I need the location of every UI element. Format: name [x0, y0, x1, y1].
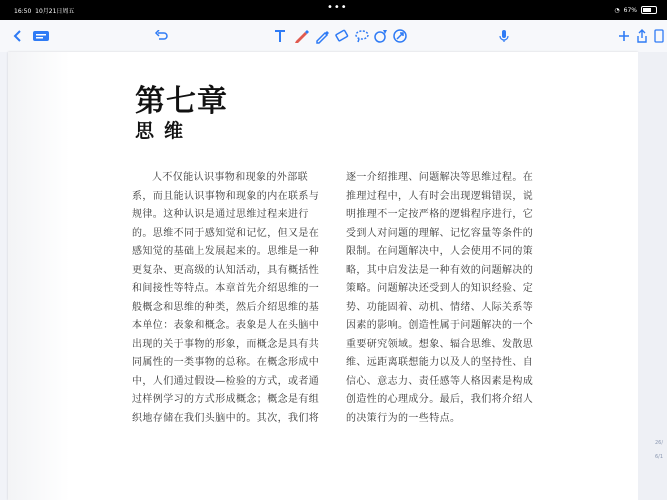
text-line: 系，而且能认识事物和现象的内在联系与	[132, 190, 320, 202]
chapter-subtitle: 思维	[135, 120, 194, 142]
library-icon[interactable]	[31, 27, 51, 45]
text-line: 策略。问题解决还受到人的知识经验、定	[346, 283, 534, 294]
undo-icon[interactable]	[153, 27, 169, 45]
multitask-dots-icon[interactable]: •••	[327, 2, 348, 13]
text-line: 般概念和思维的种类，然后介绍思维的基	[132, 301, 320, 313]
text-line: 推理过程中，人有时会出现逻辑错误，说	[346, 190, 534, 202]
share-icon[interactable]	[636, 27, 648, 45]
image-tool-icon[interactable]	[391, 27, 409, 45]
text-line: 因素的影响。创造性属于问题解决的一个	[346, 320, 534, 331]
text-line: 逐一介绍推理、问题解决等思维过程。在	[346, 172, 534, 183]
text-line: 同属性的一类事物的总称。在概念形成中	[132, 357, 320, 368]
text-line: 人不仅能认识事物和现象的外部联	[152, 172, 308, 183]
status-time: 16:50 10月21日周五	[14, 8, 75, 15]
text-column-left	[132, 169, 319, 428]
text-line: 织地存储在我们头脑中的。其次，我们将	[132, 412, 320, 424]
text-line: 创造性的心理成分。最后，我们将介绍人	[346, 394, 534, 405]
text-line: 限制。在问题解决中，人会使用不同的策	[346, 246, 534, 257]
status-indicators	[614, 6, 657, 14]
page-indicator-b: 6/1	[654, 454, 663, 460]
text-line: 和间接性等特点。本章首先介绍思维的一	[132, 283, 320, 294]
battery-icon	[641, 6, 657, 14]
text-line: 重要研究领域。想象、辐合思维、发散思	[346, 338, 534, 350]
plus-icon[interactable]	[617, 27, 631, 45]
lasso-icon[interactable]	[353, 27, 371, 45]
page-icon[interactable]	[653, 27, 665, 45]
battery-percent: 67%	[623, 6, 637, 14]
page-scan-margin	[8, 52, 70, 500]
text-line: 的。思维不同于感知觉和记忆，但又是在	[132, 227, 320, 239]
highlighter-icon[interactable]	[313, 27, 331, 45]
shape-icon[interactable]	[372, 27, 390, 45]
pen-icon[interactable]	[292, 27, 310, 45]
chapter-title: 第七章	[135, 84, 228, 119]
page-navigator[interactable]	[638, 52, 667, 500]
text-line: 过样例学习的方式形成概念；概念是有组	[132, 394, 320, 405]
status-date: 10月21日周五	[35, 8, 75, 15]
text-line: 出现的关于事物的形象，而概念是具有共	[132, 338, 320, 350]
text-column-right	[346, 169, 533, 428]
wifi-icon: ◔	[614, 6, 620, 14]
toolbar	[0, 20, 667, 53]
text-line: 更复杂、更高级的认知活动，具有概括性	[132, 264, 320, 276]
status-bar	[0, 0, 667, 20]
text-line: 的决策行为的一些特点。	[346, 412, 461, 424]
text-line: 规律。这种认识是通过思维过程来进行	[132, 209, 309, 220]
text-line: 信心、意志力、责任感等人格因素是构成	[346, 375, 534, 387]
text-line: 略，其中启发法是一种有效的问题解决的	[346, 264, 534, 276]
microphone-icon[interactable]	[497, 27, 511, 45]
text-tool-icon[interactable]	[272, 27, 288, 45]
text-line: 受到人对问题的理解、记忆容量等条件的	[346, 227, 534, 239]
page-indicator-a: 26/	[654, 440, 663, 446]
document-page[interactable]	[8, 52, 638, 500]
eraser-icon[interactable]	[333, 27, 351, 45]
text-line: 势、功能固着、动机、情绪、人际关系等	[346, 301, 534, 313]
text-line: 明推理不一定按严格的逻辑程序进行，它	[346, 209, 534, 220]
text-line: 感知觉的基础上发展起来的。思维是一种	[132, 246, 320, 257]
chevron-left-icon[interactable]	[10, 27, 26, 45]
document-canvas[interactable]	[0, 52, 667, 500]
text-line: 中，人们通过假设—检验的方式，或者通	[132, 375, 320, 387]
text-line: 维、远距离联想能力以及人的坚持性、自	[346, 357, 534, 368]
text-line: 本单位：表象和概念。表象是人在头脑中	[132, 320, 320, 331]
